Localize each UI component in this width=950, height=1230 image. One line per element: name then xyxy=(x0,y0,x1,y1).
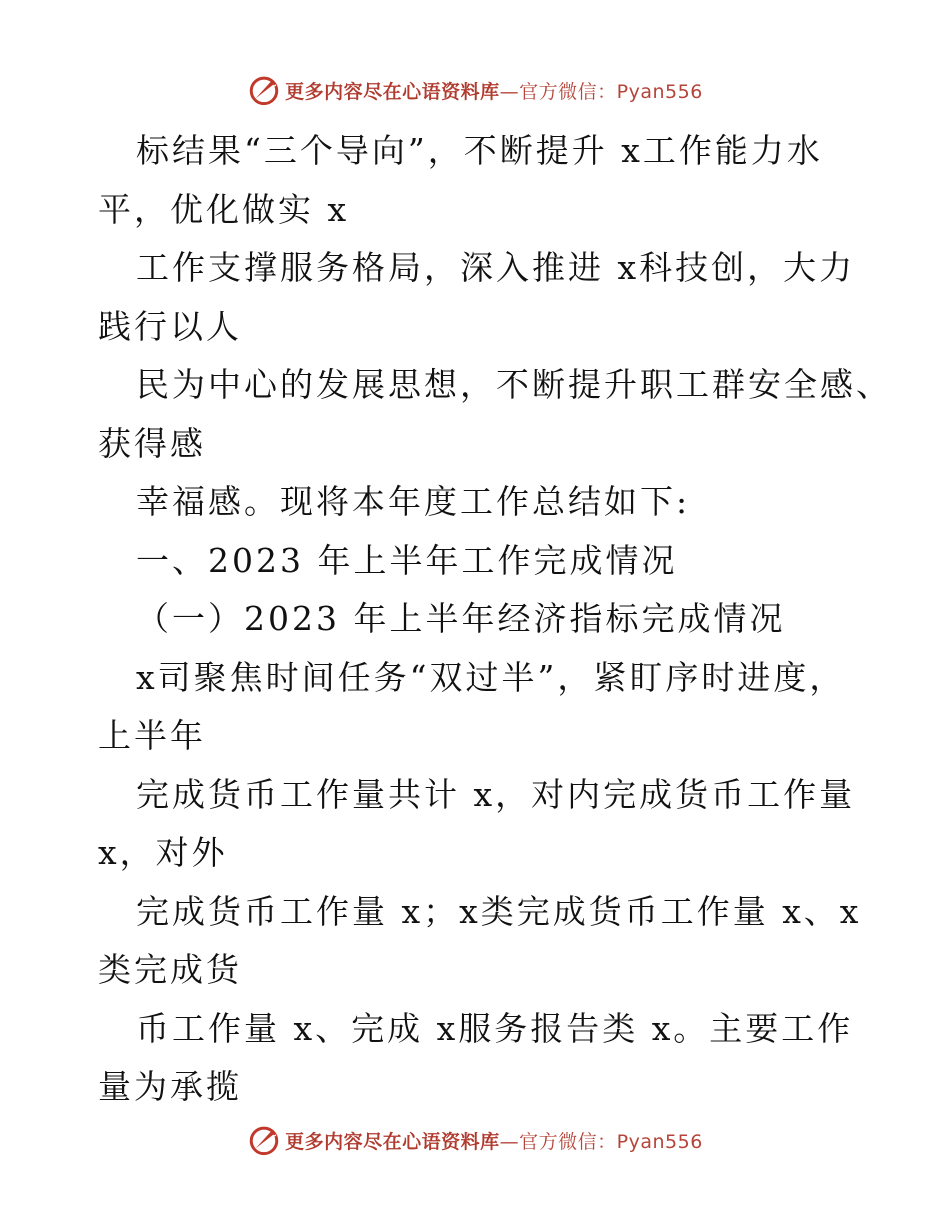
text-line: x，对外 xyxy=(98,833,228,872)
watermark-header xyxy=(0,70,950,110)
text-line: 完成货币工作量共计 x，对内完成货币工作量 xyxy=(136,774,856,814)
text-line: 量为承揽 xyxy=(98,1067,242,1106)
text-line: 上半年 xyxy=(98,716,206,755)
text-line: 标结果“三个导向”，不断提升 x工作能力水 xyxy=(136,131,823,170)
watermark-main-text: 更多内容尽在心语资料库 xyxy=(285,1130,500,1153)
watermark-rest-text: —官方微信：Pyan556 xyxy=(499,80,703,103)
feather-logo-icon xyxy=(247,1123,281,1157)
text-line: 工作支撑服务格局，深入推进 x科技创，大力 xyxy=(136,248,856,287)
text-line: 币工作量 x、完成 x服务报告类 x。主要工作 xyxy=(136,1008,854,1048)
text-line: 践行以人 xyxy=(98,306,242,346)
watermark-rest-text: —官方微信：Pyan556 xyxy=(499,1130,703,1153)
text-line: 获得感 xyxy=(98,423,206,463)
feather-logo-icon xyxy=(247,73,281,107)
document-body xyxy=(98,122,892,1117)
subsection-heading: （一）2023 年上半年经济指标完成情况 xyxy=(136,599,786,638)
watermark-main-text: 更多内容尽在心语资料库 xyxy=(285,80,500,103)
text-line: 民为中心的发展思想，不断提升职工群安全感、 xyxy=(136,365,892,404)
text-line: x司聚焦时间任务“双过半”，紧盯序时进度， xyxy=(136,657,846,697)
section-heading: 一、2023 年上半年工作完成情况 xyxy=(136,540,678,580)
text-line: 平，优化做实 x xyxy=(98,189,350,229)
text-line: 类完成货 xyxy=(98,950,242,989)
text-line: 完成货币工作量 x；x类完成货币工作量 x、x xyxy=(136,891,862,931)
text-line: 幸福感。现将本年度工作总结如下: xyxy=(136,482,691,521)
watermark-footer xyxy=(0,1120,950,1160)
